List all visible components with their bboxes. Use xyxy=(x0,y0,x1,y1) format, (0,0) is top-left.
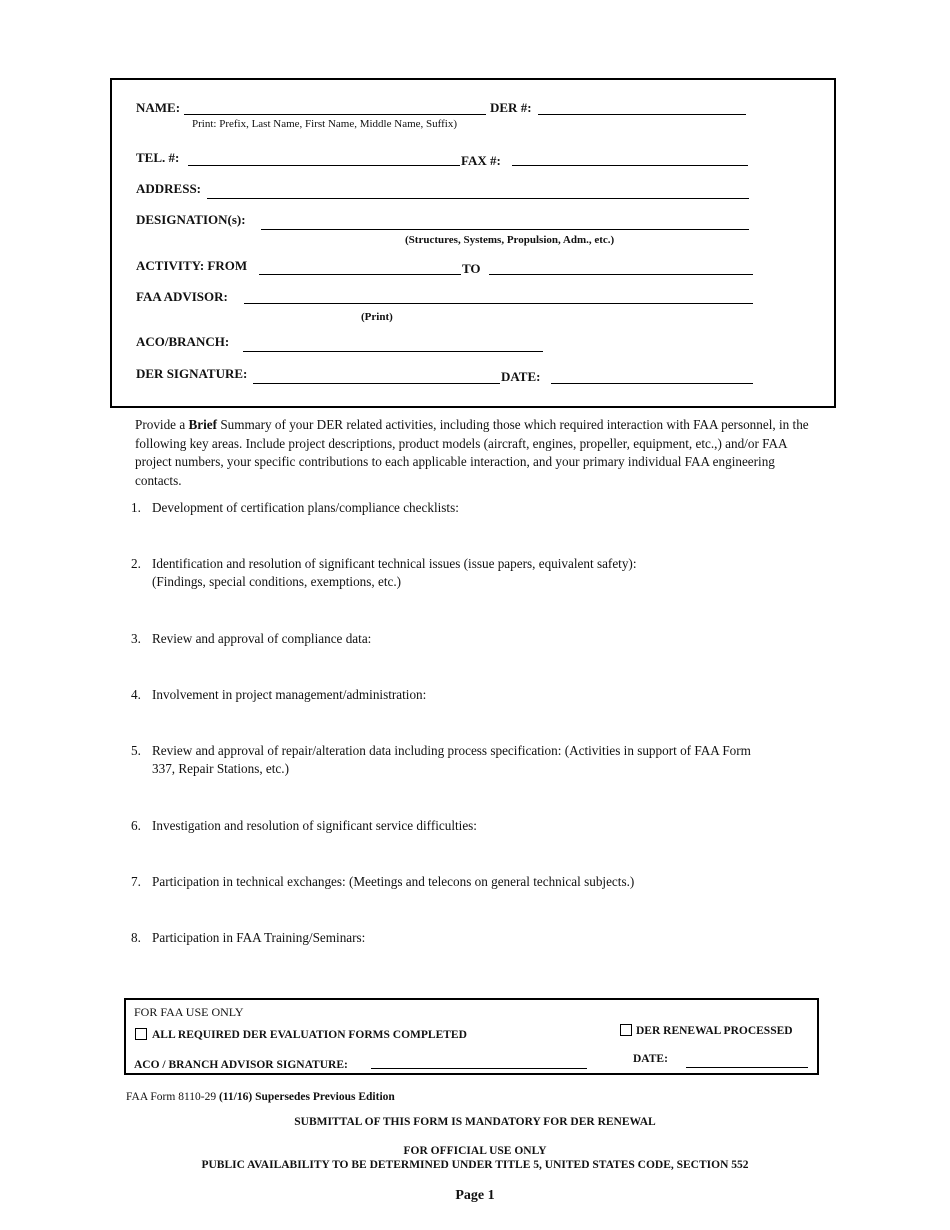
faa-date-label: DATE: xyxy=(633,1053,668,1065)
mandatory-notice: SUBMITTAL OF THIS FORM IS MANDATORY FOR DER RENEWAL xyxy=(294,1116,656,1128)
advisor-signature-label: ACO / BRANCH ADVISOR SIGNATURE: xyxy=(134,1059,348,1071)
item-number: 1. xyxy=(131,500,141,515)
activity-to-label: TO xyxy=(462,261,481,276)
summary-item-1[interactable] xyxy=(131,499,821,517)
address-label: ADDRESS: xyxy=(136,181,202,196)
activity-to-field[interactable] xyxy=(489,274,753,275)
item-text: Identification and resolution of significant technical issues (issue papers, equivalent safety): xyxy=(152,556,637,571)
address-field[interactable] xyxy=(207,198,749,199)
summary-item-5[interactable] xyxy=(131,742,821,778)
item-text: Development of certification plans/compliance checklists: xyxy=(152,500,459,515)
item-text: Participation in FAA Training/Seminars: xyxy=(152,930,366,945)
item-number: 6. xyxy=(131,818,141,833)
intro-bold-word: Brief xyxy=(188,417,218,432)
forms-completed-label: ALL REQUIRED DER EVALUATION FORMS COMPLETED xyxy=(152,1029,467,1041)
name-label: NAME: xyxy=(136,100,181,115)
form-number xyxy=(126,1091,395,1103)
item-number: 2. xyxy=(131,556,141,571)
renewal-processed-label: DER RENEWAL PROCESSED xyxy=(636,1025,793,1037)
aco-branch-label: ACO/BRANCH: xyxy=(136,334,230,349)
date-label: DATE: xyxy=(501,369,541,384)
item-number: 7. xyxy=(131,874,141,889)
faa-use-only-title: FOR FAA USE ONLY xyxy=(134,1005,244,1019)
form-edition: (11/16) Supersedes Previous Edition xyxy=(218,1091,395,1103)
summary-item-2[interactable] xyxy=(131,555,821,591)
item-text: Investigation and resolution of significant service difficulties: xyxy=(152,818,477,833)
activity-from-field[interactable] xyxy=(259,274,461,275)
item-number: 4. xyxy=(131,687,141,702)
der-number-label: DER #: xyxy=(490,100,532,115)
der-number-field[interactable] xyxy=(538,114,746,115)
name-field[interactable] xyxy=(184,114,486,115)
fax-label: FAX #: xyxy=(461,153,501,168)
fax-field[interactable] xyxy=(512,165,748,166)
forms-completed-checkbox[interactable] xyxy=(135,1028,147,1040)
form-number-text: FAA Form 8110-29 xyxy=(126,1091,219,1103)
item-number: 3. xyxy=(131,631,141,646)
intro-paragraph xyxy=(135,416,820,490)
advisor-print-hint: (Print) xyxy=(361,311,393,323)
faa-advisor-label: FAA ADVISOR: xyxy=(136,289,228,304)
aco-branch-field[interactable] xyxy=(243,351,543,352)
activity-from-label: ACTIVITY: FROM xyxy=(136,258,248,273)
item-text: Review and approval of compliance data: xyxy=(152,631,372,646)
tel-field[interactable] xyxy=(188,165,460,166)
date-field[interactable] xyxy=(551,383,753,384)
advisor-signature-field[interactable] xyxy=(371,1068,587,1069)
faa-advisor-field[interactable] xyxy=(244,303,753,304)
summary-item-7[interactable] xyxy=(131,873,821,891)
intro-text: Summary of your DER related activities, including those which required interaction with FAA personnel, in the following key areas. Include project descriptions, product models (aircraft, engines, propeller, equipment, etc.,) and/or FAA project numbers, your specific contributions to each applicable interaction, and your primary individual FAA engineering contacts. xyxy=(135,417,809,488)
page-number: Page 1 xyxy=(455,1188,495,1203)
renewal-processed-checkbox[interactable] xyxy=(620,1024,632,1036)
summary-item-3[interactable] xyxy=(131,630,821,648)
name-hint: Print: Prefix, Last Name, First Name, Middle Name, Suffix) xyxy=(192,118,457,130)
faa-date-field[interactable] xyxy=(686,1067,808,1068)
designation-label: DESIGNATION(s): xyxy=(136,212,246,227)
official-use-notice: FOR OFFICIAL USE ONLY xyxy=(403,1145,547,1157)
intro-prefix: Provide a xyxy=(135,417,189,432)
summary-item-6[interactable] xyxy=(131,817,821,835)
item-continuation: 337, Repair Stations, etc.) xyxy=(152,761,289,776)
summary-item-4[interactable] xyxy=(131,686,821,704)
tel-label: TEL. #: xyxy=(136,150,180,165)
item-number: 5. xyxy=(131,743,141,758)
item-text: Involvement in project management/administration: xyxy=(152,687,427,702)
summary-item-8[interactable] xyxy=(131,929,821,947)
designation-field[interactable] xyxy=(261,229,749,230)
der-signature-label: DER SIGNATURE: xyxy=(136,366,248,381)
item-text: Participation in technical exchanges: (Meetings and telecons on general technical subjects.) xyxy=(152,874,635,889)
der-signature-field[interactable] xyxy=(253,383,500,384)
item-number: 8. xyxy=(131,930,141,945)
item-continuation: (Findings, special conditions, exemptions, etc.) xyxy=(152,574,402,589)
item-text: Review and approval of repair/alteration data including process specification: (Activities in support of FAA Form xyxy=(152,743,751,758)
designation-hint: (Structures, Systems, Propulsion, Adm., etc.) xyxy=(405,234,615,246)
public-availability-notice: PUBLIC AVAILABILITY TO BE DETERMINED UNDER TITLE 5, UNITED STATES CODE, SECTION 552 xyxy=(201,1159,749,1171)
